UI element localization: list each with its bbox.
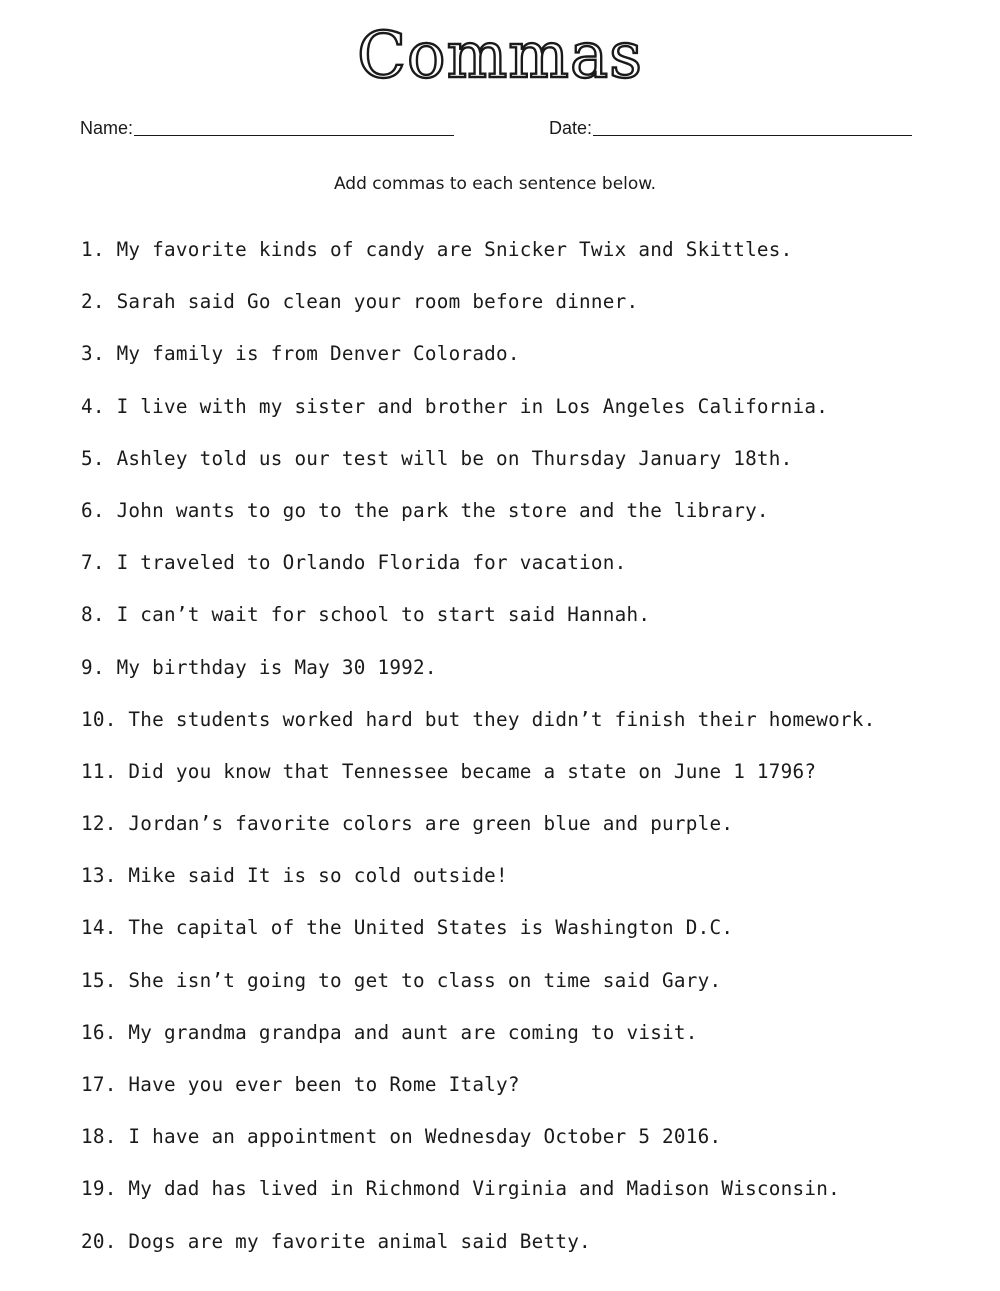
sentence-item: 7. I traveled to Orlando Florida for vacation. bbox=[81, 551, 627, 575]
sentence-item: 5. Ashley told us our test will be on Thursday January 18th. bbox=[81, 446, 793, 470]
sentence-item: 12. Jordan’s favorite colors are green blue and purple. bbox=[81, 812, 734, 836]
sentence-item: 14. The capital of the United States is Washington D.C. bbox=[81, 916, 734, 940]
name-field[interactable] bbox=[80, 116, 454, 140]
sentence-item: 2. Sarah said Go clean your room before dinner. bbox=[81, 290, 639, 314]
header-fields bbox=[80, 116, 912, 140]
sentence-item: 15. She isn’t going to get to class on time said Gary. bbox=[81, 968, 722, 992]
date-field[interactable] bbox=[549, 116, 912, 140]
name-label: Name: bbox=[80, 118, 134, 138]
worksheet-title: Commas bbox=[357, 19, 643, 93]
sentence-item: 10. The students worked hard but they didn’t finish their homework. bbox=[81, 707, 876, 731]
sentence-item: 1. My favorite kinds of candy are Snicker Twix and Skittles. bbox=[81, 238, 793, 261]
date-label: Date: bbox=[549, 118, 593, 138]
name-blank-line[interactable] bbox=[134, 117, 454, 136]
sentence-item: 16. My grandma grandpa and aunt are coming to visit. bbox=[81, 1020, 698, 1044]
sentence-item: 20. Dogs are my favorite animal said Betty. bbox=[81, 1229, 591, 1253]
sentence-item: 19. My dad has lived in Richmond Virginia and Madison Wisconsin. bbox=[81, 1177, 840, 1201]
sentence-item: 3. My family is from Denver Colorado. bbox=[81, 342, 520, 366]
sentence-item: 17. Have you ever been to Rome Italy? bbox=[81, 1073, 520, 1096]
sentence-list bbox=[81, 236, 876, 1280]
sentence-item: 8. I can’t wait for school to start said Hannah. bbox=[81, 603, 651, 627]
sentence-item: 13. Mike said It is so cold outside! bbox=[81, 864, 508, 888]
date-blank-line[interactable] bbox=[593, 117, 912, 136]
sentence-item: 11. Did you know that Tennessee became a state on June 1 1796? bbox=[81, 759, 817, 783]
sentence-item: 18. I have an appointment on Wednesday October 5 2016. bbox=[81, 1125, 722, 1149]
sentence-item: 9. My birthday is May 30 1992. bbox=[81, 655, 437, 679]
instructions: Add commas to each sentence below. bbox=[333, 174, 657, 194]
sentence-item: 6. John wants to go to the park the store and the library. bbox=[81, 498, 769, 522]
sentence-item: 4. I live with my sister and brother in Los Angeles California. bbox=[81, 394, 829, 418]
